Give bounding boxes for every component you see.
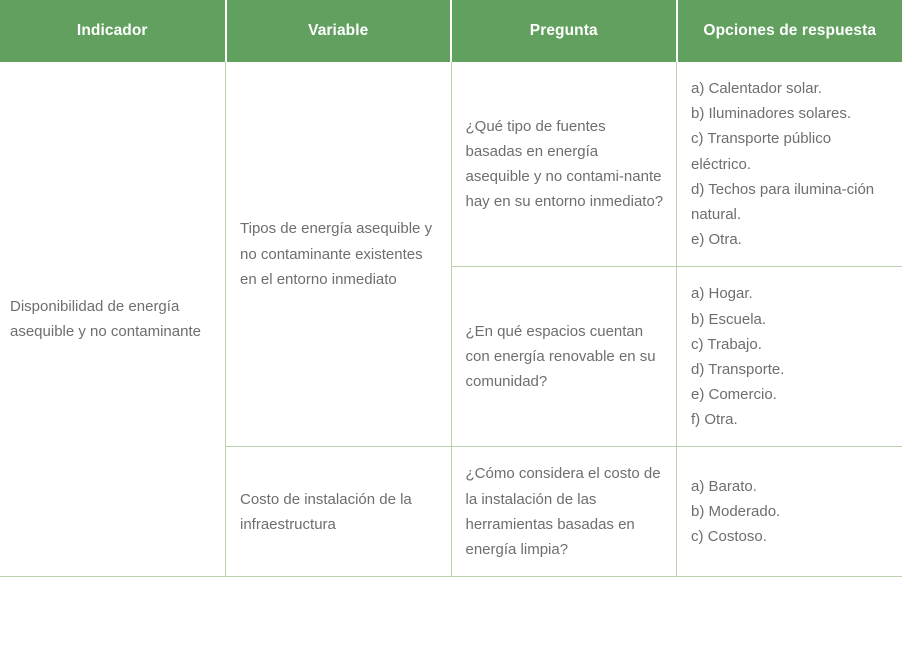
table-row	[0, 62, 902, 267]
cell-pregunta-2	[451, 267, 677, 447]
question-text: ¿Qué tipo de fuentes basadas en energía asequible y no contami-nante hay en su entorno inmediato?	[465, 117, 664, 211]
table-header	[0, 0, 902, 62]
question-text: ¿Cómo considera el costo de la instalación de las herramientas basadas en energía limpia?	[465, 465, 661, 558]
cell-opciones-3	[677, 447, 902, 577]
answer-option: d) Transporte.	[691, 360, 785, 378]
question-text: ¿En qué espacios cuentan con energía renovable en su comunidad?	[465, 323, 656, 391]
answer-option: a) Calentador solar.	[691, 80, 822, 97]
column-header-pregunta: Pregunta	[451, 0, 677, 62]
cell-indicador: Disponibilidad de energía asequible y no contaminante	[0, 62, 226, 577]
answer-option: b) Iluminadores solares.	[691, 105, 852, 123]
cell-variable-tipos-de-energia: Tipos de energía asequible y no contaminante existentes en el entorno inmediato	[226, 62, 452, 447]
cell-opciones-2	[677, 267, 902, 447]
column-header-variable: Variable	[226, 0, 452, 62]
answer-option: e) Otra.	[691, 231, 742, 249]
answer-option: a) Barato.	[691, 478, 757, 496]
answer-options-list	[691, 474, 892, 550]
answer-options-list	[691, 76, 892, 252]
cell-variable-costo-instalacion: Costo de instalación de la infraestructura	[226, 447, 452, 577]
answer-option: e) Comercio.	[691, 386, 777, 404]
column-header-opciones-de-respuesta: Opciones de respuesta	[677, 0, 902, 62]
cell-pregunta-3	[451, 447, 677, 577]
cell-pregunta-1	[451, 62, 677, 267]
answer-options-list	[691, 281, 892, 432]
answer-option: f) Otra.	[691, 411, 738, 429]
column-header-indicador: Indicador	[0, 0, 226, 62]
answer-option: d) Techos para ilumina-ción natural.	[691, 180, 875, 223]
answer-option: c) Transporte público eléctrico.	[691, 130, 832, 173]
answer-option: b) Moderado.	[691, 503, 781, 521]
answer-option: c) Trabajo.	[691, 335, 762, 353]
cell-opciones-1	[677, 62, 902, 267]
answer-option: b) Escuela.	[691, 310, 767, 328]
table-header-row	[0, 0, 902, 62]
table-body	[0, 62, 902, 577]
answer-option: c) Costoso.	[691, 528, 767, 546]
answer-option: a) Hogar.	[691, 285, 753, 303]
